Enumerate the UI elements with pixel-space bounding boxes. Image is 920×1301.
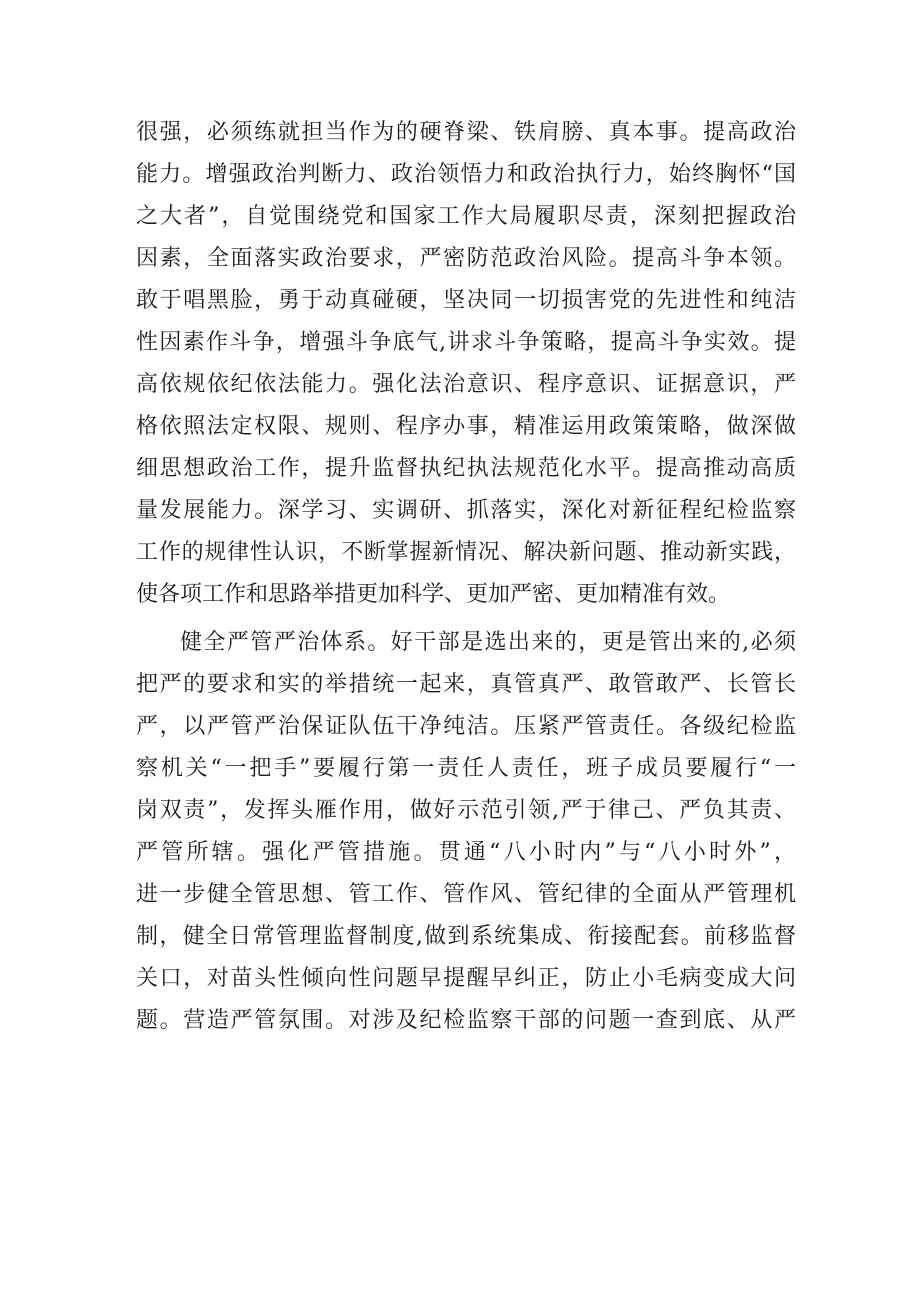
text-line: 之大者”，自觉围绕党和国家工作大局履职尽责，深刻把握政治 xyxy=(136,204,796,229)
text-line: 细思想政治工作，提升监督执纪执法规范化水平。提高推动高质 xyxy=(136,456,796,481)
text-line: 进一步健全管思想、管工作、管作风、管纪律的全面从严管理机 xyxy=(136,882,796,907)
text-line: 严管所辖。强化严管措施。贯通“八小时内”与“八小时外”， xyxy=(136,840,796,865)
text-line: 岗双责”，发挥头雁作用，做好示范引领,严于律己、严负其责、 xyxy=(136,798,796,823)
text-line: 关口，对苗头性倾向性问题早提醒早纠正，防止小毛病变成大问 xyxy=(136,966,796,991)
body-text xyxy=(136,112,796,1042)
paragraph-first-line: 健全严管严治体系。好干部是选出来的，更是管出来的,必须 xyxy=(180,630,796,655)
text-line: 制，健全日常管理监督制度,做到系统集成、衔接配套。前移监督 xyxy=(136,924,796,949)
text-line: 性因素作斗争，增强斗争底气,讲求斗争策略，提高斗争实效。提 xyxy=(136,330,796,355)
text-line: 格依照法定权限、规则、程序办事，精准运用政策策略，做深做 xyxy=(136,414,796,439)
text-line: 题。营造严管氛围。对涉及纪检监察干部的问题一查到底、从严 xyxy=(136,1008,796,1033)
text-line: 能力。增强政治判断力、政治领悟力和政治执行力，始终胸怀“国 xyxy=(136,162,796,187)
text-line: 很强，必须练就担当作为的硬脊梁、铁肩膀、真本事。提高政治 xyxy=(136,120,796,145)
text-line: 高依规依纪依法能力。强化法治意识、程序意识、证据意识，严 xyxy=(136,372,796,397)
text-line: 量发展能力。深学习、实调研、抓落实，深化对新征程纪检监察 xyxy=(136,498,796,523)
text-line: 使各项工作和思路举措更加科学、更加严密、更加精准有效。 xyxy=(136,582,731,607)
text-line: 工作的规律性认识，不断掌握新情况、解决新问题、推动新实践， xyxy=(136,540,796,565)
text-line: 因素，全面落实政治要求，严密防范政治风险。提高斗争本领。 xyxy=(136,246,796,271)
text-line: 察机关“一把手”要履行第一责任人责任，班子成员要履行“一 xyxy=(136,756,796,781)
text-line: 敢于唱黑脸，勇于动真碰硬，坚决同一切损害党的先进性和纯洁 xyxy=(136,288,796,313)
text-line: 把严的要求和实的举措统一起来，真管真严、敢管敢严、长管长 xyxy=(136,672,796,697)
text-line: 严，以严管严治保证队伍干净纯洁。压紧严管责任。各级纪检监 xyxy=(136,714,796,739)
